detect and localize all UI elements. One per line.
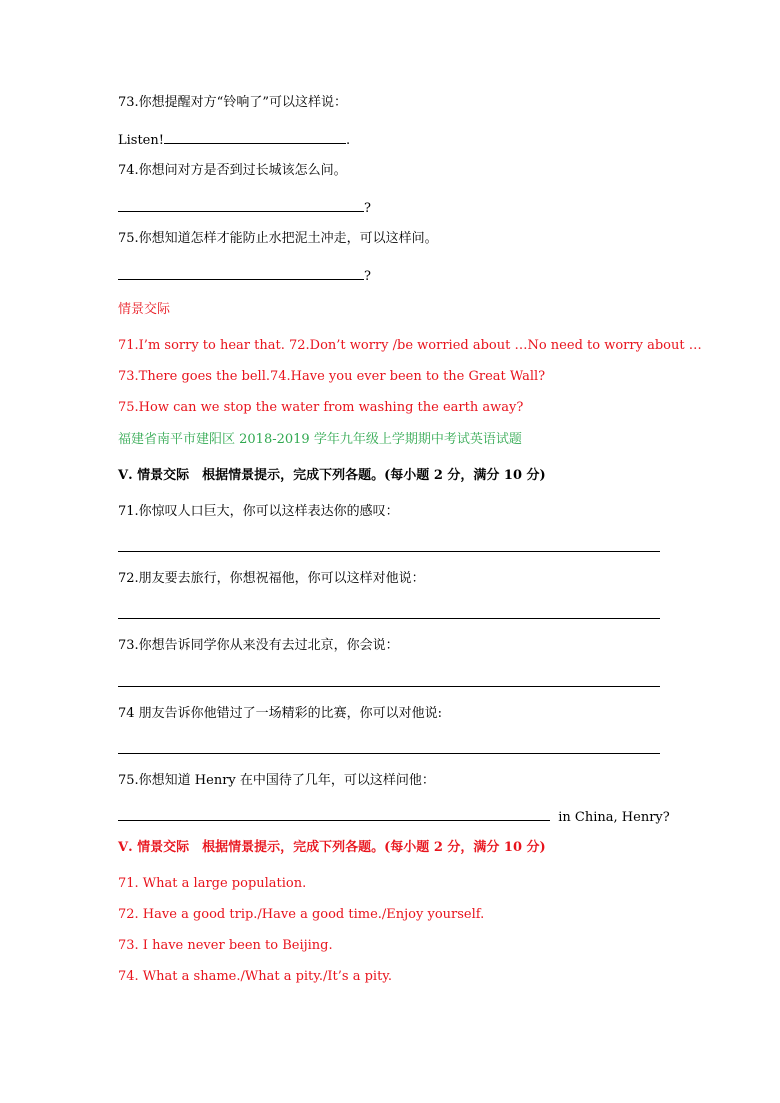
answer2-74: 74. What a shame./What a pity./It’s a pity. [118, 969, 393, 984]
answer-blank-section-75[interactable] [118, 806, 550, 821]
answer-line-section-75 [118, 806, 670, 827]
answers-heading: 情景交际 [118, 302, 171, 317]
question-75: 75.你想知道怎样才能防止水把泥土冲走，可以这样问。 [118, 231, 438, 246]
answer-key-line-2: 73.There goes the bell.74.Have you ever been to the Great Wall? [118, 369, 546, 384]
answer2-72: 72. Have a good trip./Have a good time./Enjoy yourself. [118, 907, 485, 922]
answer-73-suffix: . [345, 133, 351, 148]
answer-rule-72[interactable] [118, 618, 660, 619]
answer-key-line-3: 75.How can we stop the water from washing the earth away? [118, 400, 524, 415]
answers2-heading: Ⅴ. 情景交际 根据情景提示，完成下列各题。(每小题 2 分，满分 10 分) [118, 840, 546, 855]
answer-blank-75[interactable] [118, 265, 364, 280]
section-question-75: 75.你想知道 Henry 在中国待了几年，可以这样问他： [118, 773, 435, 788]
answer-blank-73[interactable] [164, 129, 346, 144]
question-73: 73.你想提醒对方“铃响了”可以这样说： [118, 95, 347, 110]
section-question-74: 74 朋友告诉你他错过了一场精彩的比赛，你可以对他说: [118, 706, 443, 721]
section-heading: Ⅴ. 情景交际 根据情景提示，完成下列各题。(每小题 2 分，满分 10 分) [118, 468, 546, 483]
question-74: 74.你想问对方是否到过长城该怎么问。 [118, 163, 347, 178]
answer-key-line-1: 71.I’m sorry to hear that. 72.Don’t worry /be worried about …No need to worry about … [118, 338, 702, 353]
answer-section-75-suffix: in China, Henry? [558, 810, 670, 825]
answer-rule-74[interactable] [118, 753, 660, 754]
answer-line-75 [118, 265, 371, 286]
answer-line-74 [118, 197, 371, 218]
answer-75-suffix: ? [364, 269, 371, 284]
answer2-71: 71. What a large population. [118, 876, 307, 891]
answer-line-73 [118, 129, 350, 150]
answer-rule-71[interactable] [118, 551, 660, 552]
section-question-72: 72.朋友要去旅行，你想祝福他，你可以这样对他说： [118, 571, 425, 586]
source-title: 福建省南平市建阳区 2018-2019 学年九年级上学期期中考试英语试题 [118, 432, 522, 447]
section-question-71: 71.你惊叹人口巨大，你可以这样表达你的感叹： [118, 504, 399, 519]
answer-73-prefix: Listen! [118, 133, 164, 148]
section-question-73: 73.你想告诉同学你从来没有去过北京，你会说： [118, 638, 399, 653]
answer-74-suffix: ? [364, 201, 371, 216]
answer2-73: 73. I have never been to Beijing. [118, 938, 333, 953]
answer-blank-74[interactable] [118, 197, 364, 212]
answer-rule-73[interactable] [118, 686, 660, 687]
